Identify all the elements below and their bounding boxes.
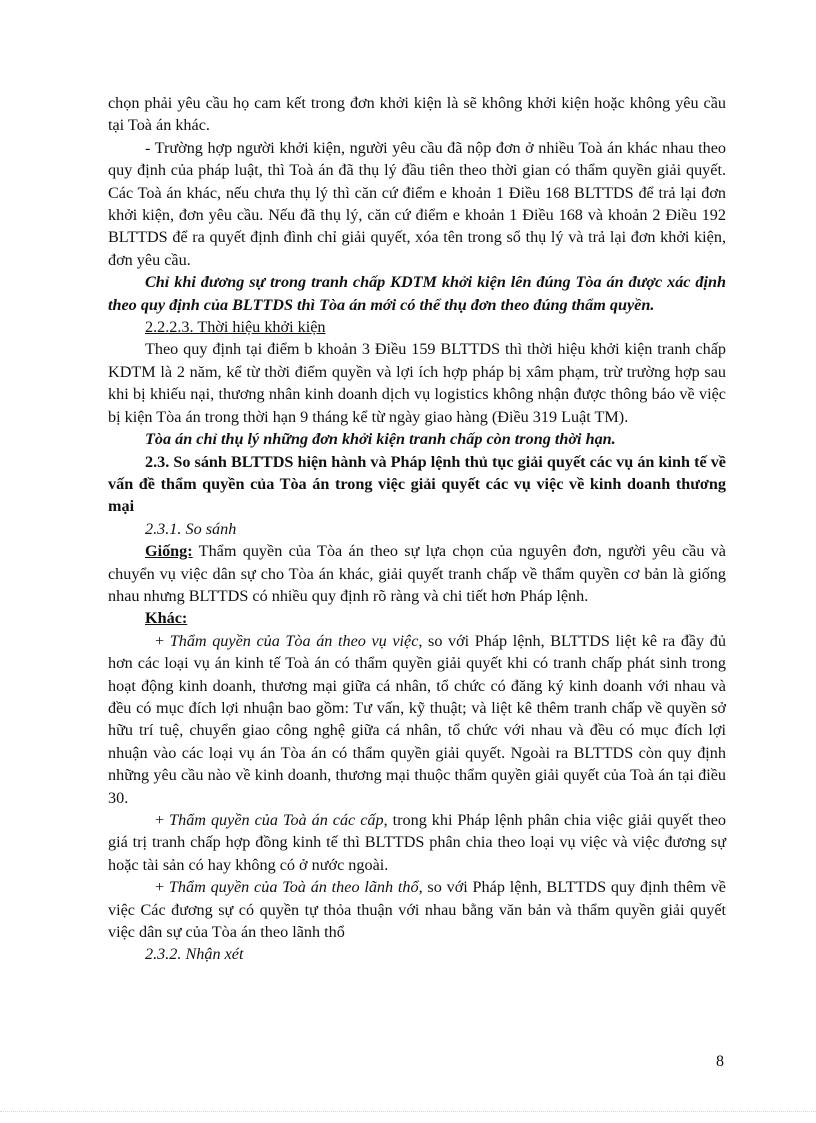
difference-by-level-title: Thẩm quyền của Toà án các cấp [169,811,384,829]
subsection-heading-compare: 2.3.1. So sánh [145,519,237,538]
section-heading-text: 2.2.2.3. Thời hiệu khởi kiện [145,318,326,337]
paragraph-limitation-period: Theo quy định tại điểm b khoản 3 Điều 159 BLTTDS thì thời hiệu khởi kiện tranh chấp KDTM là 2 năm, kể từ thời điểm quyền và lợi ích hợp pháp bị xâm phạm, trừ trường hợp sau khi bị khiếu nại, thương nhân kinh doanh dịch vụ logistics không nhận được thông báo về việc bị kiện Tòa án trong thời hạn 9 tháng kể từ ngày giao hàng (Điều 319 Luật TM). [108,340,726,426]
similarities-text: Thẩm quyền của Tòa án theo sự lựa chọn của nguyên đơn, người yêu cầu và chuyển vụ việc dân sự cho Tòa án khác, giải quyết tranh chấp về thẩm quyền cơ bản là giống nhau nhưng BLTTDS có nhiều quy định rõ ràng và chi tiết hơn Pháp lệnh. [108,542,726,605]
bullet-prefix: + [155,878,169,897]
differences-heading [108,607,726,629]
paragraph-emphasis-deadline: Tòa án chỉ thụ lý những đơn khởi kiện tranh chấp còn trong thời hạn. [145,430,616,449]
difference-by-territory-title: Thẩm quyền của Toà án theo lãnh thổ [168,878,419,897]
similarities-label: Giống: [145,542,193,561]
document-body [108,92,726,966]
paragraph-similarities [108,540,726,607]
page-bottom-border [0,1111,816,1113]
paragraph-emphasis-jurisdiction: Chỉ khi đương sự trong tranh chấp KDTM khởi kiện lên đúng Tòa án được xác định theo quy định của BLTTDS thì Tòa án mới có thể thụ đơn theo đúng thẩm quyền. [108,273,726,314]
difference-by-territory-text: , so với Pháp lệnh, BLTTDS quy định thêm về việc Các đương sự có quyền tự thỏa thuận với nhau bằng văn bản và thẩm quyền giải quyết việc dân sự của Tòa án theo lãnh thổ [108,878,726,942]
differences-label: Khác: [145,609,188,628]
section-heading-statute-of-limitations [108,316,726,338]
bullet-prefix: + [155,631,170,650]
difference-by-level-text: , trong khi Pháp lệnh phân chia việc giải quyết theo giá trị tranh chấp hợp đồng kinh tế thì BLTTDS phân chia theo loại vụ việc và việc đương sự hoặc tài sản có hay không có ở nước ngoài. [108,811,726,874]
page-number: 8 [716,1053,724,1070]
paragraph-continuation: chọn phải yêu cầu họ cam kết trong đơn khởi kiện là sẽ không khởi kiện hoặc không yêu cầu tại Toà án khác. [108,94,726,135]
bullet-prefix: + [155,811,170,829]
difference-by-case-text: , so với Pháp lệnh, BLTTDS liệt kê ra đầy đủ hơn các loại vụ án kinh tế Toà án có thẩm quyền giải quyết khi có tranh chấp phát sinh trong hoạt động kinh doanh, thương mại giữa cá nhân, tổ chức có đăng ký kinh doanh với nhau và đều có mục đích lợi nhuận bao gồm: Tư vấn, kỹ thuật; và liệt kê thêm tranh chấp về quyền sở hữu trí tuệ, chuyển giao công nghệ giữa cá nhân, tổ chức với nhau và đều có mục đích lợi nhuận vào các loại vụ án Tòa án có thẩm quyền giải quyết. Ngoài ra BLTTDS còn quy định những yêu cầu nào về kinh doanh, thương mại thuộc thẩm quyền giải quyết của Toà án tại điều 30. [108,631,726,807]
subsection-heading-remarks: 2.3.2. Nhận xét [145,945,244,964]
paragraph-multiple-courts: - Trường hợp người khởi kiện, người yêu cầu đã nộp đơn ở nhiều Toà án khác nhau theo quy định của pháp luật, thì Toà án đã thụ lý đầu tiên theo thời gian có thẩm quyền giải quyết. Các Toà án khác, nếu chưa thụ lý thì căn cứ điểm e khoản 1 Điều 168 BLTTDS để trả lại đơn khởi kiện, đơn yêu cầu. Nếu đã thụ lý, căn cứ điểm e khoản 1 Điều 168 và khoản 2 Điều 192 BLTTDS để ra quyết định đình chỉ giải quyết, xóa tên trong sổ thụ lý và trả lại đơn khởi kiện, đơn yêu cầu. [108,138,726,269]
paragraph-difference-by-case [108,630,726,809]
paragraph-difference-by-level [108,809,726,876]
paragraph-difference-by-territory [108,876,726,943]
difference-by-case-title: Thẩm quyền của Tòa án theo vụ việc [169,631,419,650]
section-heading-comparison: 2.3. So sánh BLTTDS hiện hành và Pháp lệnh thủ tục giải quyết các vụ án kinh tế về vấn đề thẩm quyền của Tòa án trong việc giải quyết các vụ việc về kinh doanh thương mại [108,452,726,516]
